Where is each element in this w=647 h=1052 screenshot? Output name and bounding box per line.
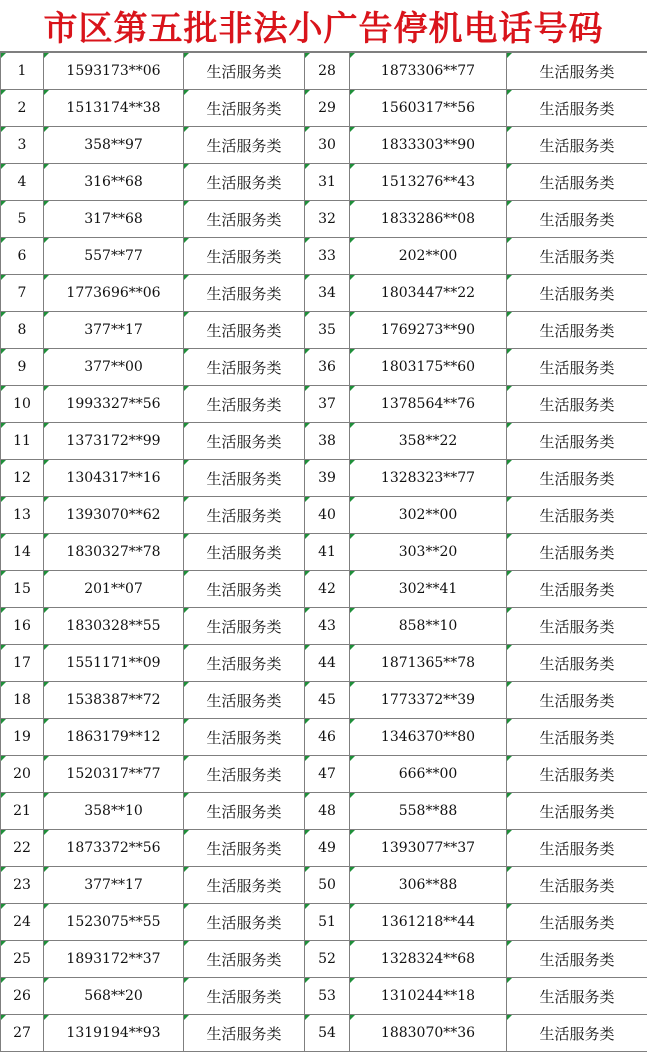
right-phone-number-cell: 1328323**77 [350,460,507,497]
left-category-cell: 生活服务类 [184,90,305,127]
left-category-cell: 生活服务类 [184,127,305,164]
left-phone-number-cell: 1551171**09 [44,645,184,682]
left-category-cell: 生活服务类 [184,349,305,386]
right-phone-number-cell: 1833286**08 [350,201,507,238]
left-category-cell: 生活服务类 [184,53,305,90]
right-category-cell: 生活服务类 [507,608,647,645]
right-phone-number-cell: 1883070**36 [350,1015,507,1052]
left-index-cell: 5 [1,201,44,238]
right-category-cell: 生活服务类 [507,201,647,238]
left-index-cell: 4 [1,164,44,201]
right-index-cell: 34 [305,275,350,312]
right-index-cell: 36 [305,349,350,386]
left-category-cell: 生活服务类 [184,238,305,275]
page-title: 市区第五批非法小广告停机电话号码 [44,1,604,50]
right-category-cell: 生活服务类 [507,645,647,682]
left-index-cell: 22 [1,830,44,867]
right-phone-number-cell: 1873306**77 [350,53,507,90]
table-row [1,275,647,312]
left-phone-number-cell: 377**00 [44,349,184,386]
left-category-cell: 生活服务类 [184,534,305,571]
right-index-cell: 42 [305,571,350,608]
left-index-cell: 16 [1,608,44,645]
left-category-cell: 生活服务类 [184,793,305,830]
table-row [1,497,647,534]
table-row [1,238,647,275]
left-phone-number-cell: 1863179**12 [44,719,184,756]
table-row [1,867,647,904]
left-index-cell: 7 [1,275,44,312]
right-index-cell: 44 [305,645,350,682]
right-index-cell: 47 [305,756,350,793]
left-category-cell: 生活服务类 [184,312,305,349]
table-row [1,978,647,1015]
left-category-cell: 生活服务类 [184,941,305,978]
right-category-cell: 生活服务类 [507,423,647,460]
left-category-cell: 生活服务类 [184,719,305,756]
right-index-cell: 51 [305,904,350,941]
right-category-cell: 生活服务类 [507,312,647,349]
left-phone-number-cell: 1873372**56 [44,830,184,867]
table-row [1,719,647,756]
right-phone-number-cell: 1346370**80 [350,719,507,756]
left-phone-number-cell: 1830327**78 [44,534,184,571]
left-category-cell: 生活服务类 [184,1015,305,1052]
right-phone-number-cell: 1560317**56 [350,90,507,127]
right-phone-number-cell: 202**00 [350,238,507,275]
right-category-cell: 生活服务类 [507,164,647,201]
left-category-cell: 生活服务类 [184,201,305,238]
right-category-cell: 生活服务类 [507,460,647,497]
left-index-cell: 1 [1,53,44,90]
left-phone-number-cell: 1520317**77 [44,756,184,793]
right-index-cell: 32 [305,201,350,238]
left-category-cell: 生活服务类 [184,756,305,793]
right-category-cell: 生活服务类 [507,127,647,164]
right-category-cell: 生活服务类 [507,867,647,904]
right-category-cell: 生活服务类 [507,904,647,941]
right-category-cell: 生活服务类 [507,349,647,386]
left-category-cell: 生活服务类 [184,682,305,719]
left-index-cell: 24 [1,904,44,941]
right-index-cell: 41 [305,534,350,571]
right-phone-number-cell: 666**00 [350,756,507,793]
right-phone-number-cell: 1310244**18 [350,978,507,1015]
right-index-cell: 52 [305,941,350,978]
left-phone-number-cell: 1393070**62 [44,497,184,534]
right-index-cell: 33 [305,238,350,275]
right-category-cell: 生活服务类 [507,386,647,423]
left-category-cell: 生活服务类 [184,867,305,904]
left-category-cell: 生活服务类 [184,571,305,608]
table-row [1,423,647,460]
left-phone-number-cell: 358**10 [44,793,184,830]
left-index-cell: 15 [1,571,44,608]
right-phone-number-cell: 303**20 [350,534,507,571]
left-category-cell: 生活服务类 [184,978,305,1015]
right-index-cell: 45 [305,682,350,719]
table-row [1,53,647,90]
right-category-cell: 生活服务类 [507,534,647,571]
left-index-cell: 25 [1,941,44,978]
table-row [1,164,647,201]
right-category-cell: 生活服务类 [507,571,647,608]
table-row [1,904,647,941]
right-index-cell: 50 [305,867,350,904]
right-category-cell: 生活服务类 [507,719,647,756]
right-phone-number-cell: 1773372**39 [350,682,507,719]
right-index-cell: 46 [305,719,350,756]
left-phone-number-cell: 1513174**38 [44,90,184,127]
right-category-cell: 生活服务类 [507,793,647,830]
left-category-cell: 生活服务类 [184,497,305,534]
left-phone-number-cell: 317**68 [44,201,184,238]
right-phone-number-cell: 558**88 [350,793,507,830]
left-phone-number-cell: 557**77 [44,238,184,275]
left-index-cell: 3 [1,127,44,164]
right-index-cell: 31 [305,164,350,201]
table-row [1,349,647,386]
left-category-cell: 生活服务类 [184,164,305,201]
table-row [1,941,647,978]
table-row [1,756,647,793]
left-phone-number-cell: 568**20 [44,978,184,1015]
right-index-cell: 43 [305,608,350,645]
left-index-cell: 8 [1,312,44,349]
left-index-cell: 11 [1,423,44,460]
table-row [1,1015,647,1052]
left-phone-number-cell: 201**07 [44,571,184,608]
right-phone-number-cell: 1769273**90 [350,312,507,349]
left-phone-number-cell: 1593173**06 [44,53,184,90]
right-phone-number-cell: 302**00 [350,497,507,534]
right-phone-number-cell: 1393077**37 [350,830,507,867]
left-category-cell: 生活服务类 [184,275,305,312]
left-phone-number-cell: 1523075**55 [44,904,184,941]
left-index-cell: 14 [1,534,44,571]
left-category-cell: 生活服务类 [184,608,305,645]
right-category-cell: 生活服务类 [507,682,647,719]
right-category-cell: 生活服务类 [507,941,647,978]
table-row [1,534,647,571]
right-phone-number-cell: 1361218**44 [350,904,507,941]
table-row [1,793,647,830]
right-phone-number-cell: 858**10 [350,608,507,645]
right-phone-number-cell: 1871365**78 [350,645,507,682]
table-row [1,90,647,127]
right-index-cell: 29 [305,90,350,127]
left-phone-number-cell: 1373172**99 [44,423,184,460]
left-index-cell: 26 [1,978,44,1015]
right-category-cell: 生活服务类 [507,830,647,867]
title-bar [0,0,647,52]
left-phone-number-cell: 316**68 [44,164,184,201]
right-phone-number-cell: 1803175**60 [350,349,507,386]
left-phone-number-cell: 358**97 [44,127,184,164]
right-index-cell: 39 [305,460,350,497]
left-index-cell: 23 [1,867,44,904]
left-category-cell: 生活服务类 [184,904,305,941]
right-phone-number-cell: 1378564**76 [350,386,507,423]
right-index-cell: 49 [305,830,350,867]
right-index-cell: 30 [305,127,350,164]
right-phone-number-cell: 1328324**68 [350,941,507,978]
left-index-cell: 20 [1,756,44,793]
right-index-cell: 53 [305,978,350,1015]
right-category-cell: 生活服务类 [507,238,647,275]
right-index-cell: 48 [305,793,350,830]
right-index-cell: 37 [305,386,350,423]
left-index-cell: 2 [1,90,44,127]
right-phone-number-cell: 1513276**43 [350,164,507,201]
left-phone-number-cell: 1773696**06 [44,275,184,312]
table-row [1,645,647,682]
phone-number-table [0,52,647,1052]
table-body [1,53,647,1052]
left-index-cell: 21 [1,793,44,830]
left-category-cell: 生活服务类 [184,830,305,867]
left-index-cell: 10 [1,386,44,423]
left-phone-number-cell: 377**17 [44,312,184,349]
right-index-cell: 28 [305,53,350,90]
table-row [1,386,647,423]
right-category-cell: 生活服务类 [507,53,647,90]
left-phone-number-cell: 1538387**72 [44,682,184,719]
left-phone-number-cell: 1893172**37 [44,941,184,978]
table-row [1,608,647,645]
right-index-cell: 54 [305,1015,350,1052]
left-phone-number-cell: 1993327**56 [44,386,184,423]
table-row [1,201,647,238]
left-index-cell: 18 [1,682,44,719]
table-row [1,830,647,867]
right-category-cell: 生活服务类 [507,90,647,127]
left-index-cell: 13 [1,497,44,534]
left-phone-number-cell: 377**17 [44,867,184,904]
right-phone-number-cell: 1803447**22 [350,275,507,312]
right-category-cell: 生活服务类 [507,1015,647,1052]
left-index-cell: 9 [1,349,44,386]
left-phone-number-cell: 1319194**93 [44,1015,184,1052]
left-phone-number-cell: 1304317**16 [44,460,184,497]
left-category-cell: 生活服务类 [184,386,305,423]
left-category-cell: 生活服务类 [184,423,305,460]
right-index-cell: 35 [305,312,350,349]
table-row [1,682,647,719]
right-category-cell: 生活服务类 [507,978,647,1015]
left-index-cell: 27 [1,1015,44,1052]
right-phone-number-cell: 302**41 [350,571,507,608]
right-category-cell: 生活服务类 [507,497,647,534]
right-index-cell: 40 [305,497,350,534]
table-row [1,571,647,608]
left-index-cell: 6 [1,238,44,275]
left-index-cell: 12 [1,460,44,497]
table-row [1,312,647,349]
left-category-cell: 生活服务类 [184,460,305,497]
right-category-cell: 生活服务类 [507,756,647,793]
left-phone-number-cell: 1830328**55 [44,608,184,645]
left-index-cell: 19 [1,719,44,756]
left-category-cell: 生活服务类 [184,645,305,682]
right-category-cell: 生活服务类 [507,275,647,312]
table-row [1,460,647,497]
right-phone-number-cell: 306**88 [350,867,507,904]
right-phone-number-cell: 358**22 [350,423,507,460]
left-index-cell: 17 [1,645,44,682]
table-row [1,127,647,164]
right-phone-number-cell: 1833303**90 [350,127,507,164]
right-index-cell: 38 [305,423,350,460]
